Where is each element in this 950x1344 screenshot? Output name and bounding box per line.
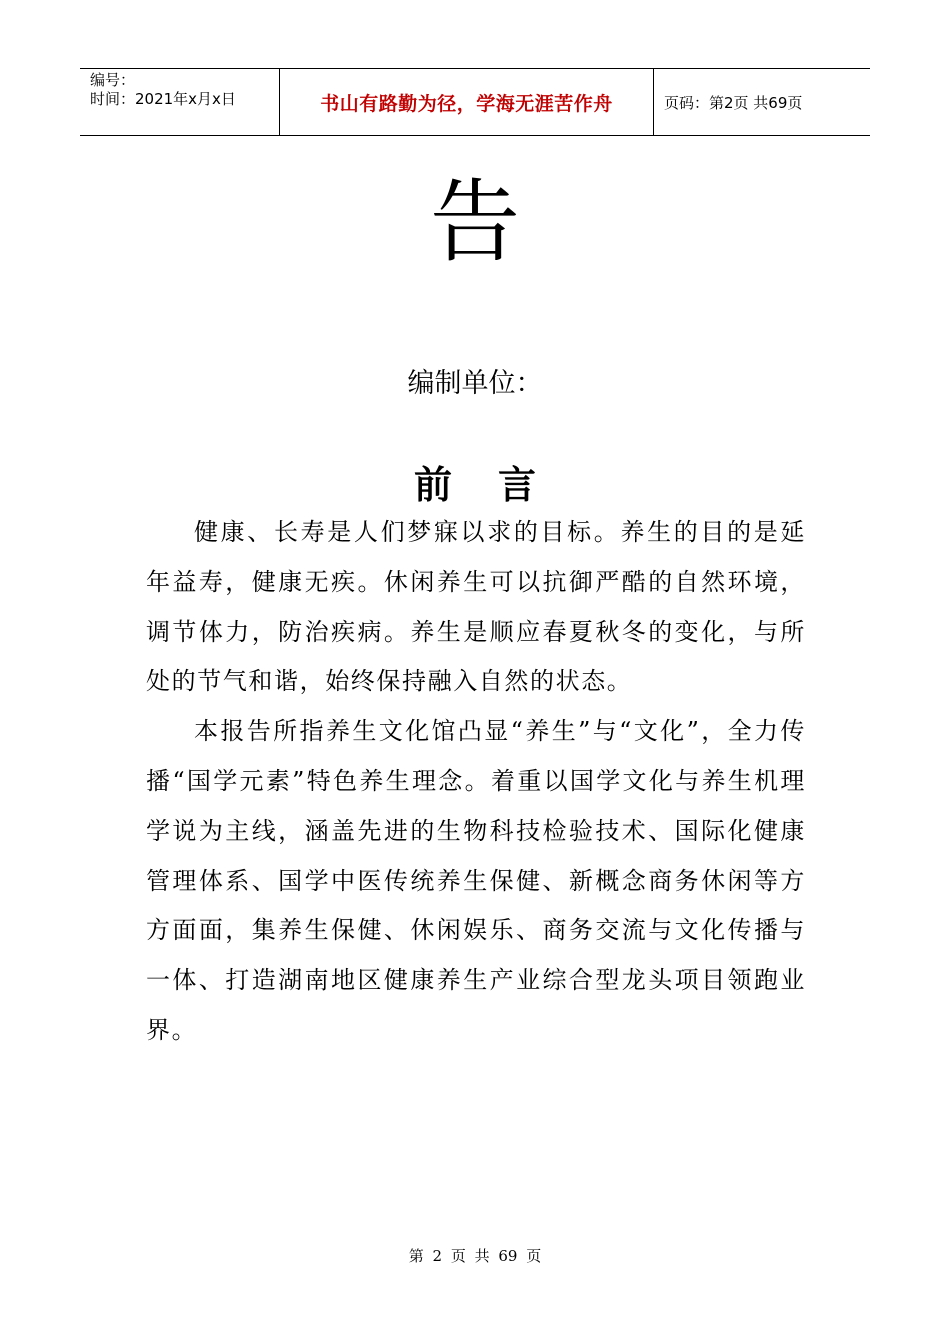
header-meta <box>80 69 280 135</box>
preface-title-part2: 言 <box>498 463 537 507</box>
title-char: 告 <box>430 170 520 275</box>
page-footer: 第 2 页 共 69 页 <box>408 1247 542 1265</box>
preface-body <box>146 508 806 1056</box>
header-motto: 书山有路勤为径，学海无涯苦作舟 <box>280 69 654 135</box>
preface-paragraph-2: 本报告所指养生文化馆凸显“养生”与“文化”，全力传播“国学元素”特色养生理念。着重以国学文化与养生机理学说为主线，涵盖先进的生物科技检验技术、国际化健康管理体系、国学中医传统养生保健、新概念商务休闲等方方面面，集养生保健、休闲娱乐、商务交流与文化传播与一体、打造湖南地区健康养生产业综合型龙头项目领跑业界。 <box>146 717 806 1044</box>
header-page-info: 页码：第2页 共69页 <box>664 93 803 112</box>
number-label: 编号： <box>90 71 136 89</box>
preface-paragraph-1: 健康、长寿是人们梦寐以求的目标。养生的目的是延年益寿，健康无疾。休闲养生可以抗御严酷的自然环境，调节体力，防治疾病。养生是顺应春夏秋冬的变化，与所处的节气和谐，始终保持融入自然的状态。 <box>146 518 806 696</box>
time-label: 时间：2021年x月x日 <box>90 90 236 108</box>
compiler-unit: 编制单位： <box>407 368 543 399</box>
page-header <box>80 68 870 136</box>
preface-title <box>0 460 950 510</box>
preface-title-part1: 前 <box>413 463 452 507</box>
